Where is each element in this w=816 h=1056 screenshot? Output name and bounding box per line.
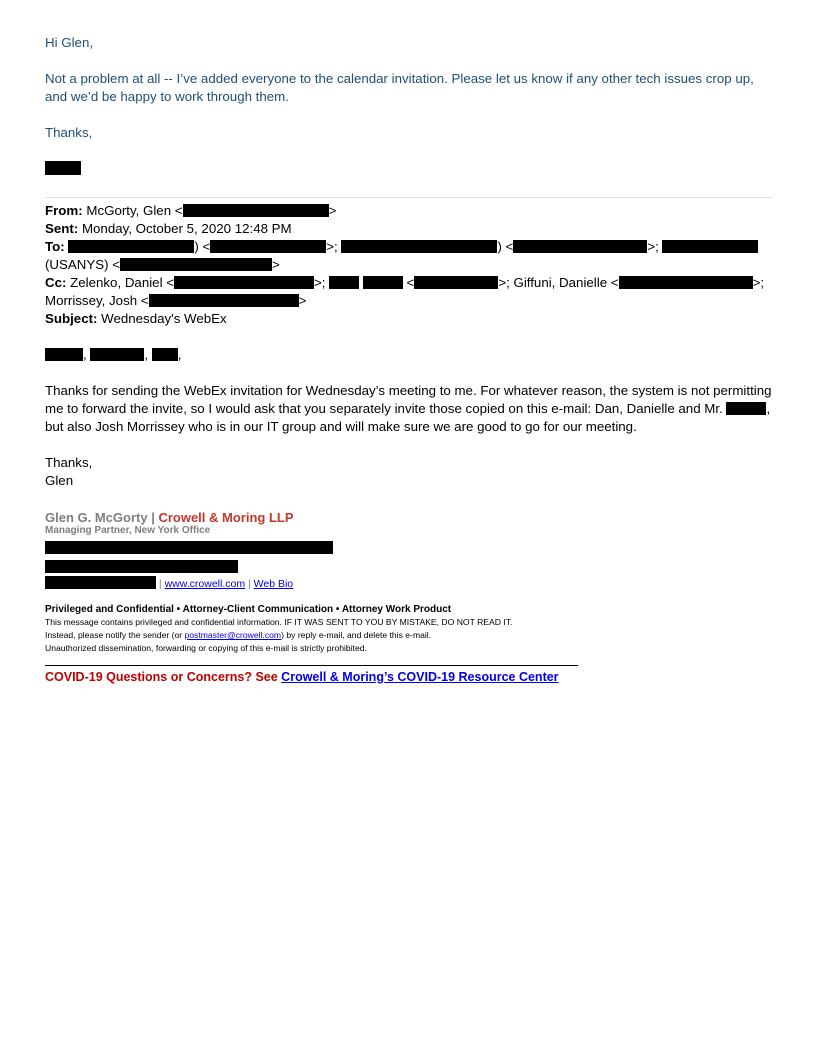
- redacted-signature: [45, 161, 81, 175]
- redacted-name: [90, 348, 144, 361]
- message-body: [45, 346, 772, 490]
- redacted-recipient: [662, 240, 758, 253]
- cc-line: Cc: Zelenko, Daniel < >; < >; Giffuni, Danielle < >; Morrissey, Josh < >: [45, 275, 765, 308]
- salutation: , , ,: [45, 346, 772, 364]
- sent-line: Sent: Monday, October 5, 2020 12:48 PM: [45, 221, 292, 236]
- redacted-name: [152, 348, 178, 361]
- message-separator: [45, 197, 772, 198]
- redacted-recipient: [363, 276, 403, 289]
- postmaster-link[interactable]: postmaster@crowell.com: [184, 630, 282, 640]
- redacted-email: [619, 276, 753, 289]
- redacted-email: [174, 276, 314, 289]
- redacted-name: [45, 348, 83, 361]
- reply-greeting: Hi Glen,: [45, 35, 94, 50]
- covid-notice: COVID-19 Questions or Concerns? See Crowell & Moring’s COVID-19 Resource Center: [45, 670, 559, 684]
- web-bio-link[interactable]: Web Bio: [253, 578, 294, 590]
- email-header: [45, 202, 772, 328]
- redacted-email: [149, 294, 299, 307]
- redacted-phone: [45, 560, 238, 573]
- subject-line: Subject: Wednesday's WebEx: [45, 311, 227, 326]
- from-line: From: McGorty, Glen < >: [45, 203, 337, 218]
- confidential-line-3: Unauthorized dissemination, forwarding or copying of this e-mail is strictly prohibited.: [45, 643, 367, 653]
- reply-closing: Thanks,: [45, 125, 93, 140]
- redacted-recipient: [341, 240, 497, 253]
- to-org: (USANYS) <: [45, 257, 120, 272]
- subject-value: Wednesday's WebEx: [101, 311, 227, 326]
- reply-body: Not a problem at all -- I’ve added everyone to the calendar invitation. Please let us know if any other tech issues crop up, and we’d be happy to work through them.: [45, 71, 754, 104]
- covid-resource-link[interactable]: Crowell & Moring’s COVID-19 Resource Center: [281, 670, 559, 684]
- redacted-email: [210, 240, 326, 253]
- to-line: To: ) < >; ) < >; (USANYS) < >: [45, 238, 772, 274]
- redacted-email: [45, 576, 156, 589]
- body-closing: Thanks,: [45, 455, 93, 470]
- redacted-recipient: [329, 276, 359, 289]
- redacted-name: [726, 402, 766, 415]
- sig-title: Managing Partner, New York Office: [45, 525, 211, 536]
- confidential-line-2: Instead, please notify the sender (or postmaster@crowell.com) by reply e-mail, and delete this e-mail.: [45, 630, 432, 640]
- redacted-email: [120, 258, 272, 271]
- sig-name: Glen G. McGorty: [45, 510, 148, 525]
- redacted-email: [414, 276, 498, 289]
- email-document: [45, 34, 772, 686]
- confidential-title: Privileged and Confidential • Attorney-Client Communication • Attorney Work Product: [45, 604, 452, 615]
- redacted-recipient: [68, 240, 194, 253]
- reply-message: [45, 34, 772, 178]
- footer-rule: [45, 665, 578, 666]
- redacted-email: [183, 204, 329, 217]
- from-value: McGorty, Glen <: [86, 203, 183, 218]
- sent-value: Monday, October 5, 2020 12:48 PM: [81, 221, 292, 236]
- sig-firm: Crowell & Moring LLP: [158, 510, 294, 525]
- confidential-line-1: This message contains privileged and confidential information. IF IT WAS SENT TO YOU BY MISTAKE, DO NOT READ IT.: [45, 617, 513, 627]
- body-name: Glen: [45, 473, 74, 488]
- redacted-email: [513, 240, 647, 253]
- signature-block: Glen G. McGorty | Crowell & Moring LLP Managing Partner, New York Office | www.crowell.com | Web Bio: [45, 510, 772, 591]
- website-link[interactable]: www.crowell.com: [164, 578, 246, 590]
- body-paragraph: Thanks for sending the WebEx invitation for Wednesday’s meeting to me. For whatever reason, the system is not permitting me to forward the invite, so I would ask that you separately invite those copied on this e-mail: Dan, Danielle and Mr. , but also Josh Morrissey who is in our IT group and will make sure we are good to go for our meeting.: [45, 383, 772, 434]
- redacted-address: [45, 541, 333, 554]
